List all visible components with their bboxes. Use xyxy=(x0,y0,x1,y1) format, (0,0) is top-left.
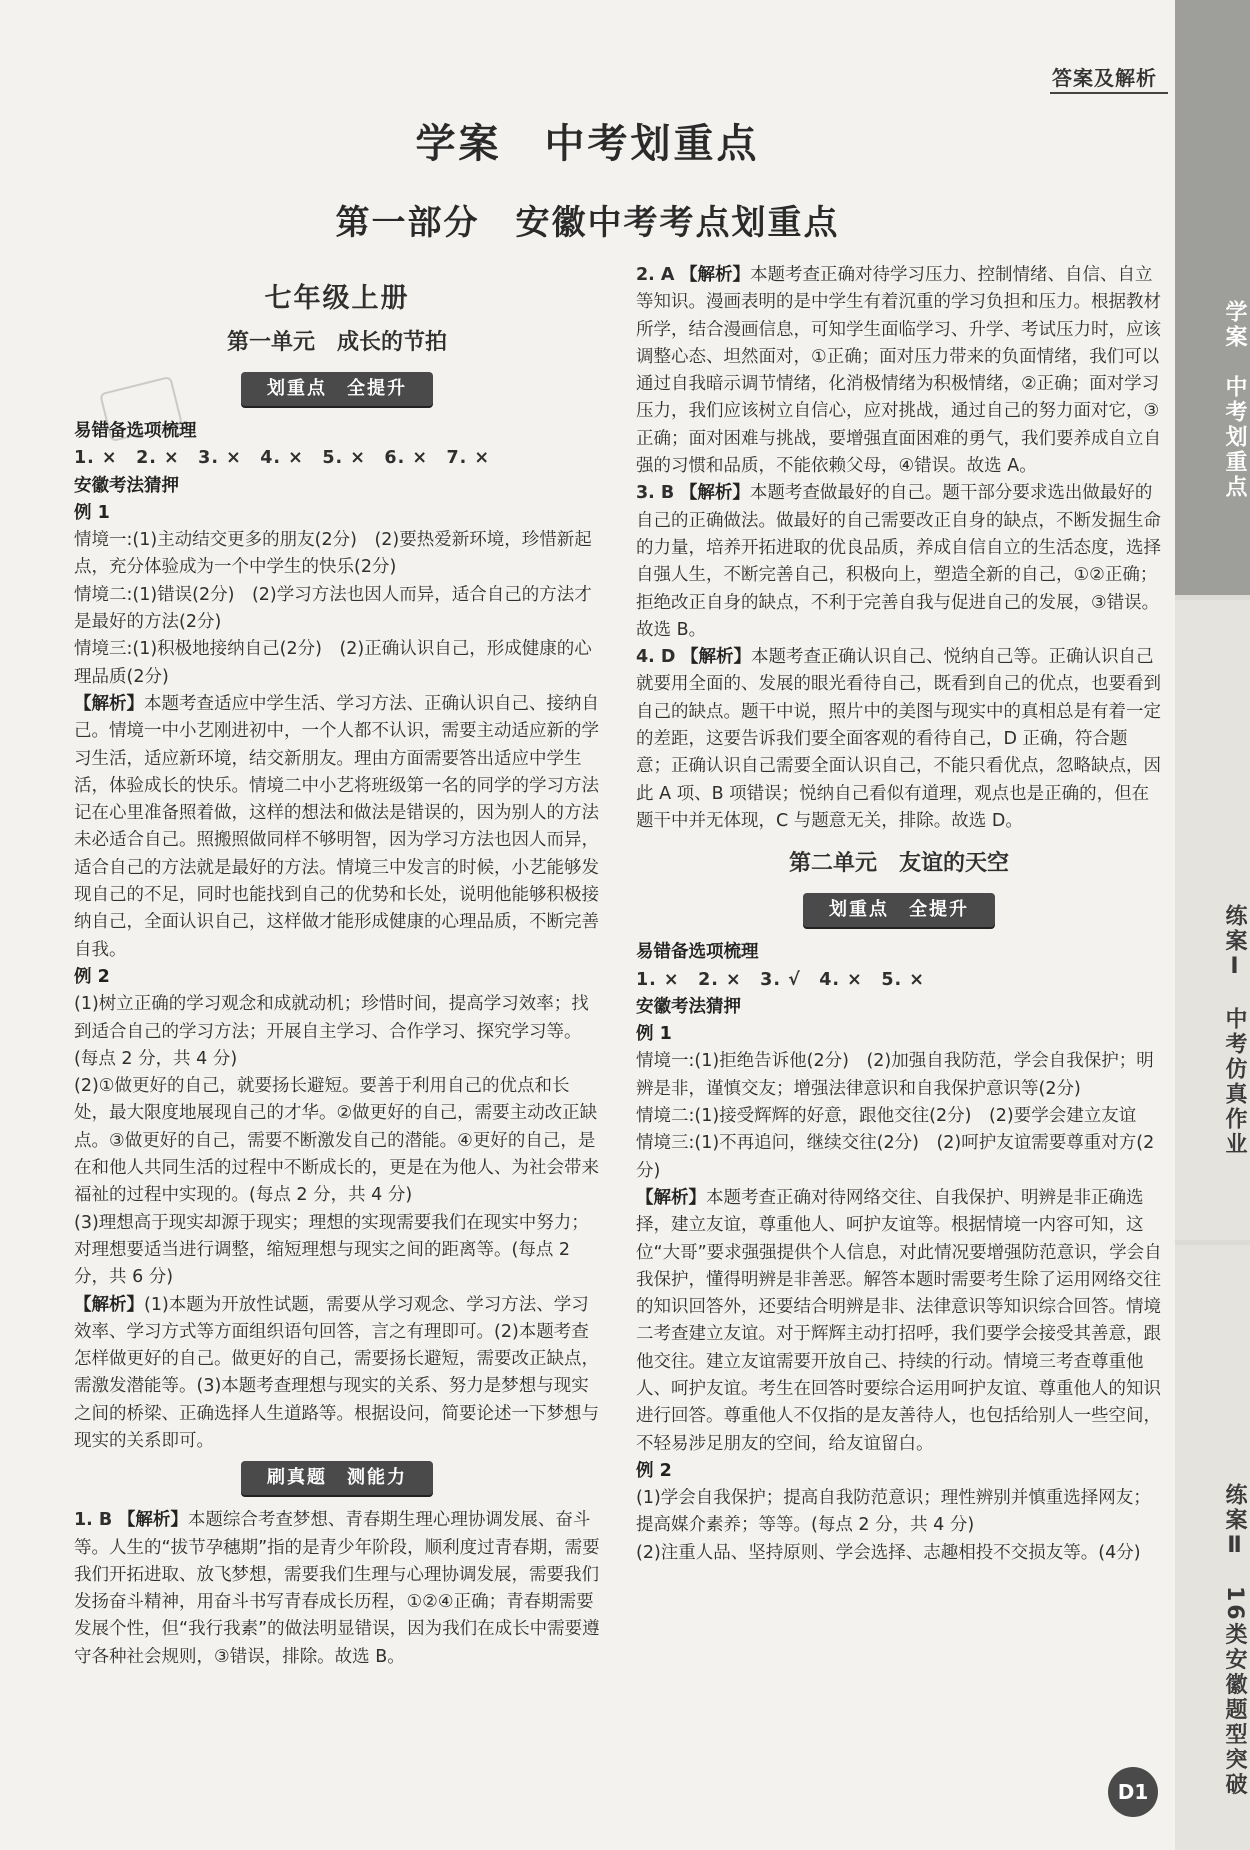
analysis-tag: 【解析】 xyxy=(636,1187,706,1208)
example1-line: 情境二:(1)接受辉辉的好意，跟他交往(2分) (2)要学会建立友谊 xyxy=(636,1106,1137,1127)
header-label: 答案及解析 xyxy=(1052,66,1157,90)
header-divider xyxy=(1050,92,1168,94)
question4 xyxy=(636,644,1162,835)
analysis-tag: 【解析】 xyxy=(74,693,144,714)
analysis-text: 本题综合考查梦想、青春期生理心理协调发展、奋斗等。人生的“拔节孕穗期”指的是青少年阶段，顺利度过青春期，需要我们开拓进取、放飞梦想，需要我们生理与心理协调发展，需要我们发扬奋斗精神，用奋斗书写青春成长历程，①②④正确；青春期需要发展个性，但“我行我素”的做法明显错误，因为我们在成长中需要遵守各种社会规则，③错误，排除。故选 B。 xyxy=(74,1510,600,1667)
question-number: 3. B xyxy=(636,483,675,504)
example1-analysis xyxy=(74,691,600,964)
banner-key-points: 划重点 全提升 xyxy=(241,372,433,406)
part-title: 第一部分 安徽中考考点划重点 xyxy=(335,203,840,243)
example1-line: 情境三:(1)不再追问，继续交往(2分) (2)呵护友谊需要尊重对方(2分) xyxy=(636,1133,1155,1181)
page-number-badge: D1 xyxy=(1108,1767,1158,1817)
example1-line: 情境一:(1)拒绝告诉他(2分) (2)加强自我防范，学会自我保护；明辨是非，谨慎交友；增强法律意识和自我保护意识等(2分) xyxy=(636,1051,1154,1099)
example2-analysis xyxy=(74,1292,600,1456)
sidebar-tab-practice-2[interactable]: 练案Ⅱ 16类安徽题型突破 xyxy=(1175,1245,1250,1850)
left-column xyxy=(74,272,600,1671)
example2-line: (2)①做更好的自己，就要扬长避短。要善于利用自己的优点和长处，最大限度地展现自己的才华。②做更好的自己，需要主动改正缺点。③做更好的自己，需要不断激发自己的潜能。④更好的自己，是在和他人共同生活的过程中不断成长的，更是在为他人、为社会带来福祉的过程中实现的。(每点 2 分，共 4 分) xyxy=(74,1076,599,1206)
right-column xyxy=(636,262,1162,1567)
easy-options-heading: 易错备选项梳理 xyxy=(636,942,759,963)
example2-label: 例 2 xyxy=(636,1460,672,1481)
sidebar-tab-study-plan[interactable]: 学案 中考划重点 xyxy=(1175,0,1250,595)
question-number: 2. A xyxy=(636,265,675,285)
question3 xyxy=(636,480,1162,644)
anhui-guess-heading: 安徽考法猜押 xyxy=(74,475,179,496)
example1-line: 情境一:(1)主动结交更多的朋友(2分) (2)要热爱新环境，珍惜新起点，充分体验成为一个中学生的快乐(2分) xyxy=(74,530,592,578)
question-number: 4. D xyxy=(636,647,676,668)
example1-line: 情境三:(1)积极地接纳自己(2分) (2)正确认识自己，形成健康的心理品质(2分) xyxy=(74,639,592,687)
main-title: 学案 中考划重点 xyxy=(415,121,760,167)
example1-label: 例 1 xyxy=(636,1024,672,1045)
question1 xyxy=(74,1507,600,1671)
analysis-text: 本题考查正确认识自己、悦纳自己等。正确认识自己就要用全面的、发展的眼光看待自己，既看到自己的优点，也要看到自己的缺点。题干中说，照片中的美图与现实中的真相总是有着一定的差距，这要告诉我们要全面客观的看待自己，D 正确，符合题意；正确认识自己需要全面认识自己，不能只看优点，忽略缺点，因此 A 项、B 项错误；悦纳自己看似有道理，观点也是正确的，但在题干中并无体现，C 与题意无关，排除。故选 D。 xyxy=(636,647,1161,831)
easy-options-heading: 易错备选项梳理 xyxy=(74,421,197,441)
sidebar-tab-practice-1[interactable]: 练案Ⅰ 中考仿真作业 xyxy=(1175,600,1250,1240)
banner-real-questions: 刷真题 测能力 xyxy=(241,1461,433,1495)
unit1-heading: 第一单元 成长的节拍 xyxy=(226,330,447,355)
analysis-tag: 【解析】 xyxy=(681,647,752,668)
banner-key-points: 划重点 全提升 xyxy=(803,893,995,927)
anhui-guess-heading: 安徽考法猜押 xyxy=(636,996,741,1017)
analysis-tag: 【解析】 xyxy=(680,265,751,285)
example2-line: (1)树立正确的学习观念和成就动机；珍惜时间，提高学习效率；找到适合自己的学习方法；开展自主学习、合作学习、探究学习等。(每点 2 分，共 4 分) xyxy=(74,994,589,1069)
analysis-tag: 【解析】 xyxy=(74,1294,144,1315)
section-sidebar xyxy=(1175,0,1250,1850)
example2-line: (2)注重人品、坚持原则、学会选择、志趣相投不交损友等。(4分) xyxy=(636,1542,1141,1563)
question2 xyxy=(636,262,1162,480)
unit2-heading: 第二单元 友谊的天空 xyxy=(788,851,1009,877)
example2-label: 例 2 xyxy=(74,966,110,987)
example1-label: 例 1 xyxy=(74,502,110,523)
analysis-text: 本题考查适应中学生活、学习方法、正确认识自己、接纳自己。情境一中小艺刚进初中，一个人都不认识，需要主动适应新的学习生活，适应新环境，结交新朋友。理由方面需要答出适应中学生活，体验成长的快乐。情境二中小艺将班级第一名的同学的学习方法记在心里准备照着做，这样的想法和做法是错误的，因为别人的方法未必适合自己。照搬照做同样不够明智，因为学习方法也因人而异，适合自己的方法就是最好的方法。情境三中发言的时候，小艺能够发现自己的不足，同时也能找到自己的优势和长处，说明他能够积极接纳自己，全面认识自己，这样做才能形成健康的心理品质，不断完善自我。 xyxy=(74,693,599,960)
example2-line: (3)理想高于现实却源于现实；理想的实现需要我们在现实中努力；对理想要适当进行调整，缩短理想与现实之间的距离等。(每点 2 分，共 6 分) xyxy=(74,1212,589,1288)
grade-heading: 七年级上册 xyxy=(264,283,410,314)
example1-analysis xyxy=(636,1185,1162,1458)
analysis-text: 本题考查做最好的自己。题干部分要求选出做最好的自己的正确做法。做最好的自己需要改正自身的缺点，不断发掘生命的力量，培养开拓进取的优良品质，养成自信自立的生活态度，选择自强人生，不断完善自己，积极向上，塑造全新的自己，①②正确；拒绝改正自身的缺点，不利于完善自我与促进自己的发展，③错误。故选 B。 xyxy=(636,483,1161,640)
analysis-text: (1)本题为开放性试题，需要从学习观念、学习方法、学习效率、学习方式等方面组织语句回答，言之有理即可。(2)本题考查怎样做更好的自己。做更好的自己，需要扬长避短，需要改正缺点，需激发潜能等。(3)本题考查理想与现实的关系、努力是梦想与现实之间的桥梁、正确选择人生道路等。根据设问，简要论述一下梦想与现实的关系即可。 xyxy=(74,1294,599,1451)
analysis-tag: 【解析】 xyxy=(117,1510,188,1531)
easy-options-answers: 1. × 2. × 3. × 4. × 5. × 6. × 7. × xyxy=(74,448,491,469)
example2-line: (1)学会自我保护；提高自我防范意识；理性辨别并慎重选择网友；提高媒介素养；等等。(每点 2 分，共 4 分) xyxy=(636,1488,1151,1536)
example1-line: 情境二:(1)错误(2分) (2)学习方法也因人而异，适合自己的方法才是最好的方法(2分) xyxy=(74,584,592,633)
analysis-text: 本题考查正确对待学习压力、控制情绪、自信、自立等知识。漫画表明的是中学生有着沉重的学习负担和压力。根据教材所学，结合漫画信息，可知学生面临学习、升学、考试压力时，应该调整心态、坦然面对，①正确；面对压力带来的负面情绪，我们可以通过自我暗示调节情绪，化消极情绪为积极情绪，②正确；面对学习压力，我们应该树立自信心，应对挑战，通过自己的努力面对它，③正确；面对困难与挑战，要增强直面困难的勇气，我们要养成自立自强的习惯和品质，不能依赖父母，④错误。故选 A。 xyxy=(636,265,1161,477)
question-number: 1. B xyxy=(74,1510,113,1531)
analysis-tag: 【解析】 xyxy=(679,483,750,504)
easy-options-answers: 1. × 2. × 3. √ 4. × 5. × xyxy=(636,969,925,990)
analysis-text: 本题考查正确对待网络交往、自我保护、明辨是非正确选择，建立友谊，尊重他人、呵护友谊等。根据情境一内容可知，这位“大哥”要求强强提供个人信息，对此情况要增强防范意识，学会自我保护，懂得明辨是非善恶。解答本题时需要考生除了运用网络交往的知识回答外，还要结合明辨是非、法律意识等知识综合回答。情境二考查建立友谊。对于辉辉主动打招呼，我们要学会接受其善意，跟他交往。建立友谊需要开放自己、持续的行动。情境三考查尊重他人、呵护友谊。考生在回答时要综合运用呵护友谊、尊重他人的知识进行回答。尊重他人不仅指的是友善待人，也包括给别人一些空间，不轻易涉足朋友的空间，给友谊留白。 xyxy=(636,1187,1162,1454)
